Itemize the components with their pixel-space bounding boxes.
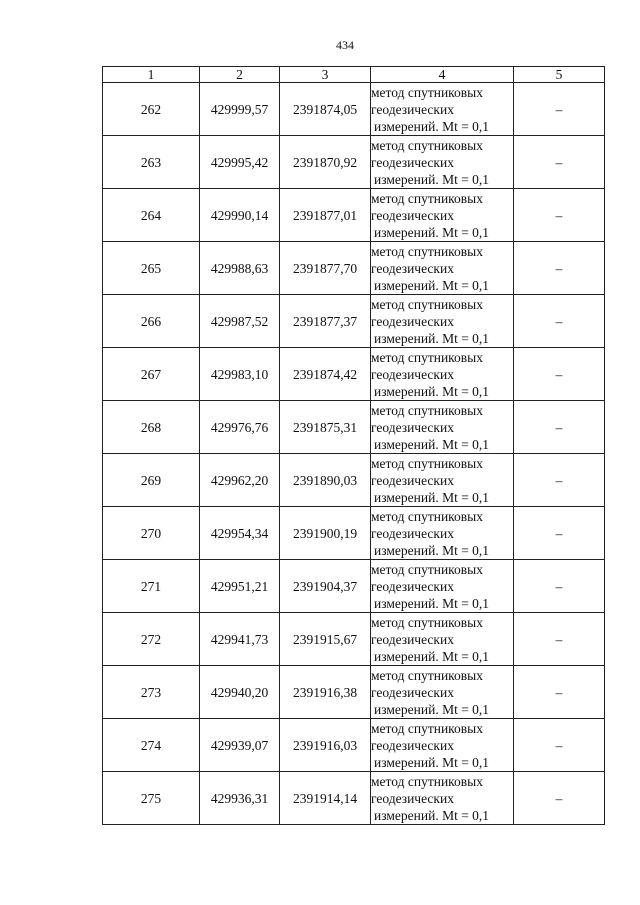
table-row xyxy=(103,772,605,825)
method-text-line: геодезических xyxy=(371,472,454,488)
method-text-line: метод спутниковых xyxy=(371,561,483,577)
table-row xyxy=(103,454,605,507)
method-text-line: геодезических xyxy=(371,366,454,382)
method-cell xyxy=(371,560,514,613)
method-text-line: измерений. Mt = 0,1 xyxy=(374,277,490,293)
y-coordinate-cell: 2391890,03 xyxy=(280,454,371,507)
table-row xyxy=(103,613,605,666)
method-text-line: геодезических xyxy=(371,684,454,700)
note-cell: – xyxy=(514,348,605,401)
note-cell: – xyxy=(514,242,605,295)
method-text-line: метод спутниковых xyxy=(371,720,483,736)
x-coordinate-cell: 429990,14 xyxy=(200,189,280,242)
x-coordinate-cell: 429941,73 xyxy=(200,613,280,666)
method-text-line: метод спутниковых xyxy=(371,508,483,524)
coordinates-table xyxy=(102,66,605,825)
point-number-cell: 265 xyxy=(103,242,200,295)
method-text-line: геодезических xyxy=(371,525,454,541)
method-text-line: геодезических xyxy=(371,419,454,435)
method-text-line: метод спутниковых xyxy=(371,667,483,683)
y-coordinate-cell: 2391916,38 xyxy=(280,666,371,719)
point-number-cell: 274 xyxy=(103,719,200,772)
method-text-line: геодезических xyxy=(371,313,454,329)
note-cell: – xyxy=(514,295,605,348)
y-coordinate-cell: 2391875,31 xyxy=(280,401,371,454)
method-text-line: измерений. Mt = 0,1 xyxy=(374,542,490,558)
table-row xyxy=(103,242,605,295)
point-number-cell: 271 xyxy=(103,560,200,613)
note-cell: – xyxy=(514,83,605,136)
note-cell: – xyxy=(514,719,605,772)
x-coordinate-cell: 429962,20 xyxy=(200,454,280,507)
y-coordinate-cell: 2391874,42 xyxy=(280,348,371,401)
table-row xyxy=(103,189,605,242)
page-number: 434 xyxy=(336,38,354,52)
y-coordinate-cell: 2391877,01 xyxy=(280,189,371,242)
method-text-line: геодезических xyxy=(371,101,454,117)
method-cell xyxy=(371,507,514,560)
y-coordinate-cell: 2391870,92 xyxy=(280,136,371,189)
point-number-cell: 264 xyxy=(103,189,200,242)
method-text-line: геодезических xyxy=(371,737,454,753)
table-row xyxy=(103,136,605,189)
point-number-cell: 268 xyxy=(103,401,200,454)
method-text-line: метод спутниковых xyxy=(371,614,483,630)
x-coordinate-cell: 429995,42 xyxy=(200,136,280,189)
method-text-line: метод спутниковых xyxy=(371,402,483,418)
note-cell: – xyxy=(514,454,605,507)
x-coordinate-cell: 429999,57 xyxy=(200,83,280,136)
table-row xyxy=(103,83,605,136)
y-coordinate-cell: 2391915,67 xyxy=(280,613,371,666)
method-text-line: геодезических xyxy=(371,790,454,806)
method-text-line: измерений. Mt = 0,1 xyxy=(374,436,490,452)
column-header: 2 xyxy=(200,67,280,83)
method-cell xyxy=(371,401,514,454)
table-row xyxy=(103,719,605,772)
method-cell xyxy=(371,242,514,295)
column-header: 5 xyxy=(514,67,605,83)
x-coordinate-cell: 429954,34 xyxy=(200,507,280,560)
method-cell xyxy=(371,136,514,189)
note-cell: – xyxy=(514,136,605,189)
note-cell: – xyxy=(514,189,605,242)
x-coordinate-cell: 429988,63 xyxy=(200,242,280,295)
method-text-line: измерений. Mt = 0,1 xyxy=(374,754,490,770)
method-text-line: измерений. Mt = 0,1 xyxy=(374,118,490,134)
y-coordinate-cell: 2391874,05 xyxy=(280,83,371,136)
x-coordinate-cell: 429987,52 xyxy=(200,295,280,348)
note-cell: – xyxy=(514,560,605,613)
method-text-line: измерений. Mt = 0,1 xyxy=(374,330,490,346)
method-text-line: метод спутниковых xyxy=(371,243,483,259)
table-row xyxy=(103,560,605,613)
point-number-cell: 275 xyxy=(103,772,200,825)
note-cell: – xyxy=(514,613,605,666)
point-number-cell: 262 xyxy=(103,83,200,136)
method-text-line: геодезических xyxy=(371,154,454,170)
method-text-line: метод спутниковых xyxy=(371,773,483,789)
y-coordinate-cell: 2391877,70 xyxy=(280,242,371,295)
x-coordinate-cell: 429976,76 xyxy=(200,401,280,454)
method-text-line: измерений. Mt = 0,1 xyxy=(374,383,490,399)
note-cell: – xyxy=(514,666,605,719)
method-text-line: метод спутниковых xyxy=(371,190,483,206)
table-row xyxy=(103,507,605,560)
y-coordinate-cell: 2391916,03 xyxy=(280,719,371,772)
method-cell xyxy=(371,719,514,772)
method-text-line: измерений. Mt = 0,1 xyxy=(374,595,490,611)
table-row xyxy=(103,348,605,401)
y-coordinate-cell: 2391877,37 xyxy=(280,295,371,348)
table-header-row xyxy=(103,67,605,83)
note-cell: – xyxy=(514,401,605,454)
point-number-cell: 272 xyxy=(103,613,200,666)
x-coordinate-cell: 429983,10 xyxy=(200,348,280,401)
method-text-line: геодезических xyxy=(371,631,454,647)
y-coordinate-cell: 2391900,19 xyxy=(280,507,371,560)
method-text-line: измерений. Mt = 0,1 xyxy=(374,489,490,505)
method-text-line: измерений. Mt = 0,1 xyxy=(374,807,490,823)
method-text-line: измерений. Mt = 0,1 xyxy=(374,701,490,717)
x-coordinate-cell: 429936,31 xyxy=(200,772,280,825)
method-cell xyxy=(371,189,514,242)
point-number-cell: 266 xyxy=(103,295,200,348)
point-number-cell: 273 xyxy=(103,666,200,719)
note-cell: – xyxy=(514,772,605,825)
method-cell xyxy=(371,348,514,401)
point-number-cell: 270 xyxy=(103,507,200,560)
method-cell xyxy=(371,454,514,507)
method-cell xyxy=(371,613,514,666)
method-text-line: измерений. Mt = 0,1 xyxy=(374,171,490,187)
column-header: 3 xyxy=(280,67,371,83)
x-coordinate-cell: 429939,07 xyxy=(200,719,280,772)
method-cell xyxy=(371,83,514,136)
method-text-line: геодезических xyxy=(371,207,454,223)
table-row xyxy=(103,666,605,719)
method-cell xyxy=(371,295,514,348)
y-coordinate-cell: 2391904,37 xyxy=(280,560,371,613)
column-header: 1 xyxy=(103,67,200,83)
point-number-cell: 267 xyxy=(103,348,200,401)
method-text-line: геодезических xyxy=(371,578,454,594)
x-coordinate-cell: 429940,20 xyxy=(200,666,280,719)
note-cell: – xyxy=(514,507,605,560)
method-cell xyxy=(371,772,514,825)
method-text-line: метод спутниковых xyxy=(371,84,483,100)
table-body xyxy=(103,83,605,825)
table-row xyxy=(103,295,605,348)
method-text-line: метод спутниковых xyxy=(371,455,483,471)
column-header: 4 xyxy=(371,67,514,83)
method-text-line: измерений. Mt = 0,1 xyxy=(374,224,490,240)
y-coordinate-cell: 2391914,14 xyxy=(280,772,371,825)
x-coordinate-cell: 429951,21 xyxy=(200,560,280,613)
method-text-line: метод спутниковых xyxy=(371,296,483,312)
point-number-cell: 269 xyxy=(103,454,200,507)
method-text-line: измерений. Mt = 0,1 xyxy=(374,648,490,664)
method-text-line: геодезических xyxy=(371,260,454,276)
table-row xyxy=(103,401,605,454)
method-cell xyxy=(371,666,514,719)
point-number-cell: 263 xyxy=(103,136,200,189)
method-text-line: метод спутниковых xyxy=(371,349,483,365)
method-text-line: метод спутниковых xyxy=(371,137,483,153)
